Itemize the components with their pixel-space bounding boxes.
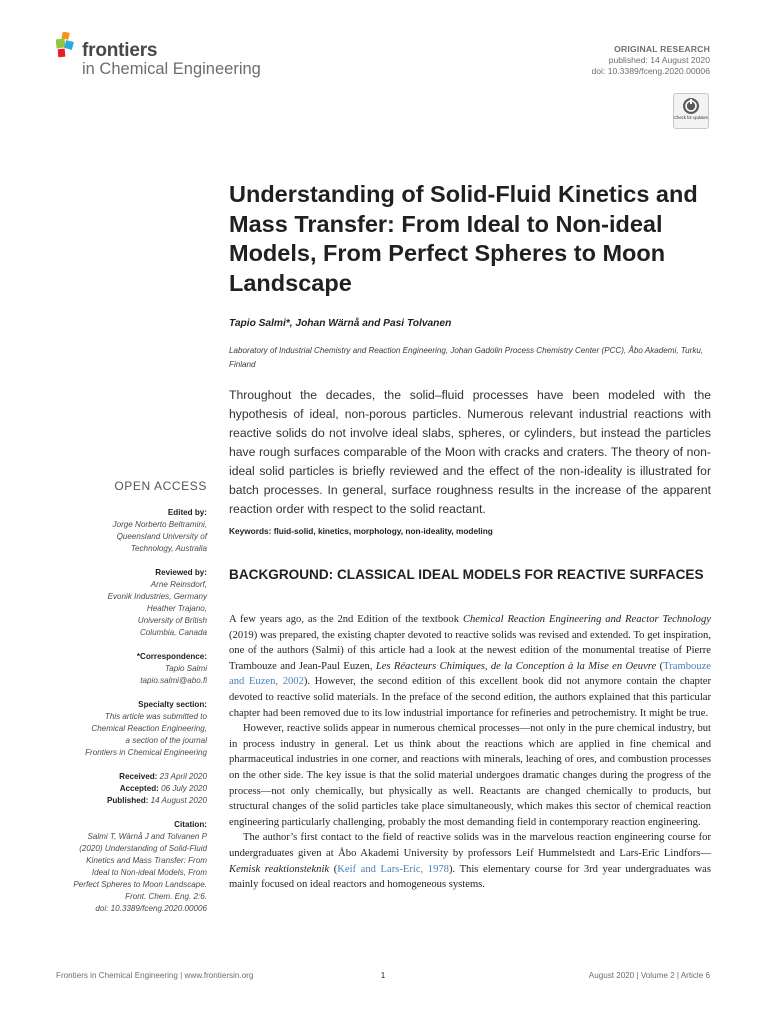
citation-doi[interactable]: doi: 10.3389/fceng.2020.00006 (95, 904, 207, 913)
abstract: Throughout the decades, the solid–fluid processes have been modeled with the hypothesis of ideal, non-porous particles. Numerous relevant industrial reactions with reactive solids do not involve ideal slabs, spheres, or cylinders, but instead the particles have rough surfaces comparable of the Moon with cracks and craters. The theory of non-ideal solid particles is briefly reviewed and the effect of the non-ideality is illustrated for batch processes. In general, surface roughness results in the increase of the apparent reaction order with respect to the solid reactant. (229, 388, 711, 516)
reviewer-line: Evonik Industries, Germany (107, 592, 207, 601)
section-heading: BACKGROUND: CLASSICAL IDEAL MODELS FOR REACTIVE SURFACES (229, 567, 704, 582)
check-updates-icon (681, 97, 701, 115)
correspondence-email[interactable]: tapio.salmi@abo.fi (140, 676, 207, 685)
book-title: Chemical Reaction Engineering and Reactor Technology (462, 614, 711, 625)
body-text (229, 612, 711, 893)
body-paragraph: A few years ago, as the 2nd Edition of the textbook Chemical Reaction Engineering and Reactor Technology (2019) was prepared, the existing chapter devoted to reactive solids was revised and extended. To get inspiration, one of the authors (Salmi) of this article had a look at the newest edition of the monumental treatise of Pierre Trambouze and Jean-Paul Euzen, Les Réacteurs Chimiques, de la Conception à la Mise en Oeuvre (Trambouze and Euzen, 2002). However, the second edition of this excellent book did not anymore contain the chapter devoted to reactive solid materials. In the preface of the second edition, the authors explained that this particular chapter had been removed due to its low industrial importance for refineries and petrochemistry. It might be true. (229, 614, 711, 719)
keywords-label: Keywords: (229, 526, 272, 536)
author-list[interactable]: Tapio Salmi*, Johan Wärnå and Pasi Tolvanen (229, 318, 452, 329)
author-affiliation: Laboratory of Industrial Chemistry and Reaction Engineering, Johan Gadolin Process Chemistry Center (PCC), Åbo Akademi, Turku, Finland (229, 346, 704, 369)
reviewer-line: Columbia, Canada (139, 628, 207, 637)
citation-line: Ideal to Non-ideal Models, From (91, 868, 207, 877)
dates-block (50, 771, 207, 807)
citation-line: Salmi T, Wärnå J and Tolvanen P (87, 832, 207, 841)
reviewer-line: University of British (137, 616, 207, 625)
open-access-badge: OPEN ACCESS (114, 479, 207, 493)
correspondence-name: Tapio Salmi (165, 664, 207, 673)
reviewed-by-block (50, 567, 207, 639)
citation-link[interactable]: Trambouze and Euzen, 2002 (229, 660, 711, 688)
edited-by-block (50, 507, 207, 555)
specialty-line: Chemical Reaction Engineering, (91, 724, 207, 733)
body-paragraph: However, reactive solids appear in numerous chemical processes—not only in the pure chemical industry, but in process industry in general. Let us think about the reactions which are applied in fine chemical and pharmaceutical industries in one corner, and reactions with minerals, leaching of ores, and combustion processes on the other side. The key issue is that the solid material undergoes dramatic changes during the progress of the process—not only chemically, but physically as well. Reactants are changed chemically to products, but structural changes of the solid particles take place simultaneously, which makes this sector of chemical reaction engineering particularly challenging, probably the most demanding field in contemporary reaction engineering. (229, 723, 711, 828)
journal-logo[interactable] (56, 32, 296, 80)
book-title: Les Réacteurs Chimiques, de la Conception à la Mise en Oeuvre (375, 660, 657, 672)
citation-line: Perfect Spheres to Moon Landscape. (73, 880, 207, 889)
article-type: ORIGINAL RESEARCH (614, 44, 710, 54)
book-title: Kemisk reaktionsteknik (229, 863, 330, 875)
citation-line: Front. Chem. Eng. 2:6. (125, 892, 207, 901)
published-date-sidebar: Published: 14 August 2020 (106, 796, 207, 805)
reviewed-by-label: Reviewed by: (155, 568, 207, 577)
footer-journal-link[interactable]: Frontiers in Chemical Engineering | www.frontiersin.org (56, 971, 254, 980)
editor-line: Technology, Australia (130, 544, 207, 553)
article-title: Understanding of Solid-Fluid Kinetics and Mass Transfer: From Ideal to Non-ideal Models, From Perfect Spheres to Moon Landscape (229, 181, 698, 296)
citation-label: Citation: (174, 820, 207, 829)
article-info-sidebar (50, 480, 207, 927)
accepted-date: Accepted: 06 July 2020 (119, 784, 207, 793)
received-date: Received: 23 April 2020 (119, 772, 207, 781)
reviewer-line: Heather Trajano, (146, 604, 207, 613)
specialty-line: Frontiers in Chemical Engineering (85, 748, 207, 757)
check-updates-label: Check for updates (674, 115, 708, 120)
footer-issue-info: August 2020 | Volume 2 | Article 6 (588, 971, 710, 980)
reviewer-line: Arne Reinsdorf, (150, 580, 207, 589)
check-for-updates-button[interactable] (673, 93, 709, 129)
specialty-label: Specialty section: (138, 700, 207, 709)
frontiers-logo-icon (56, 32, 80, 60)
body-paragraph: The author’s first contact to the field of reactive solids was in the marvelous reaction engineering course for undergraduates given at Åbo Akademi University by professors Leif Hummelstedt and Lars-Eric Lindfors—Kemisk reaktionsteknik (Keif and Lars-Eric, 1978). This elementary course for 3rd year undergraduates was mainly focused on ideal reactors and homogeneous systems. (229, 832, 711, 891)
citation-line: (2020) Understanding of Solid-Fluid (79, 844, 207, 853)
edited-by-label: Edited by: (167, 508, 207, 517)
keywords-list: fluid-solid, kinetics, morphology, non-ideality, modeling (273, 526, 493, 536)
brand-name: frontiers (82, 40, 158, 61)
article-meta (591, 44, 710, 77)
specialty-block (50, 699, 207, 759)
published-date: published: 14 August 2020 (608, 55, 710, 65)
citation-line: Kinetics and Mass Transfer: From (86, 856, 207, 865)
correspondence-label: *Correspondence: (136, 652, 207, 661)
specialty-line: This article was submitted to (104, 712, 207, 721)
journal-name: in Chemical Engineering (82, 60, 261, 78)
correspondence-block (50, 651, 207, 687)
keywords (229, 526, 493, 536)
citation-link[interactable]: Keif and Lars-Eric, 1978 (337, 863, 449, 875)
citation-block (50, 819, 207, 915)
editor-line: Queensland University of (116, 532, 207, 541)
page-number: 1 (380, 971, 386, 980)
specialty-line: a section of the journal (125, 736, 207, 745)
article-doi[interactable]: doi: 10.3389/fceng.2020.00006 (591, 66, 710, 76)
editor-line: Jorge Norberto Beltramini, (112, 520, 207, 529)
